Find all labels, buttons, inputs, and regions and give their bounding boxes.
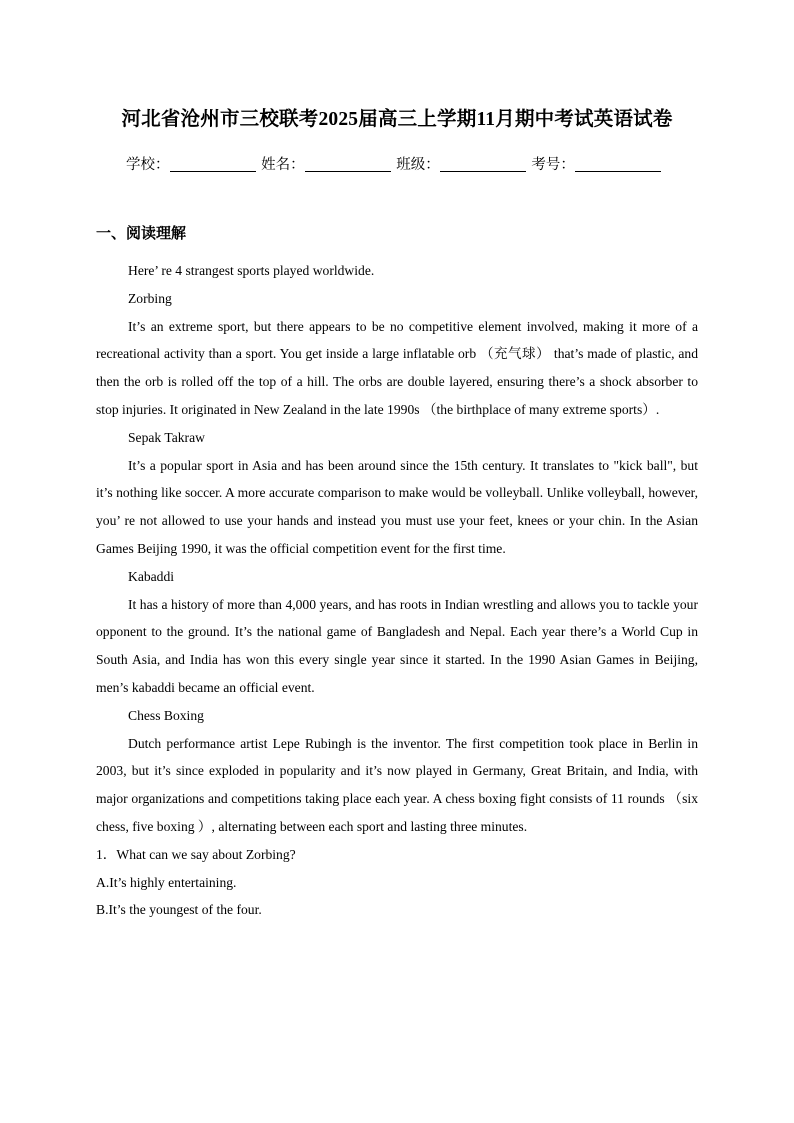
name-blank[interactable]	[305, 157, 391, 172]
school-label: 学校：	[126, 157, 170, 173]
item-paragraph: It’s a popular sport in Asia and has been around since the 15th century. It translates to "kick ball", but it’s nothing like soccer. A more accurate comparison to make would be volleyball. Unlike volleyball, however, you’ re not allowed to use your hands and instead you must use your feet, knees or your chin. In the Asian Games Beijing 1990, it was the official competition event for the first time.	[96, 457, 698, 556]
item-paragraph: It has a history of more than 4,000 years, and has roots in Indian wrestling and allows you to tackle your opponent to the ground. It’s the national game of Bangladesh and Nepal. Each year there’s a World Cup in South Asia, and India has won this every single year since it started. In the 1990 Asian Games in Beijing, men’s kabaddi became an official event.	[96, 596, 698, 695]
school-blank[interactable]	[170, 157, 256, 172]
item-heading: Chess Boxing	[128, 707, 204, 723]
name-label: 姓名：	[261, 157, 305, 173]
question-option-a[interactable]: A.It’s highly entertaining.	[96, 874, 237, 890]
item-heading: Sepak Takraw	[128, 429, 205, 445]
section-title: 一、阅读理解	[96, 226, 187, 242]
passage-intro: Here’ re 4 strangest sports played worldwide.	[128, 263, 375, 278]
question-option-b[interactable]: B.It’s the youngest of the four.	[96, 902, 262, 918]
question-stem: 1．What can we say about Zorbing?	[96, 846, 296, 862]
item-heading: Kabaddi	[128, 568, 175, 584]
exam-number-label: 考号：	[531, 157, 575, 173]
class-label: 班级：	[396, 157, 440, 173]
reading-passage	[96, 257, 698, 924]
exam-number-blank[interactable]	[575, 157, 661, 172]
item-paragraph: It’s an extreme sport, but there appears to be no competitive element involved, making it more of a recreational activity than a sport. You get inside a large inflatable orb （充气球） that’s made of plastic, and then the orb is rolled off the top of a hill. The orbs are double layered, ensuring there’s a shock absorber to stop injuries. It originated in New Zealand in the late 1990s （the birthplace of many extreme sports）.	[96, 318, 698, 417]
student-info-row	[126, 153, 663, 174]
item-paragraph: Dutch performance artist Lepe Rubingh is the inventor. The first competition took place in Berlin in 2003, but it’s since exploded in popularity and it’s now played in Germany, Great Britain, and India, with major organizations and competitions taking place each year. A chess boxing fight consists of 11 rounds （six chess, five boxing ）, alternating between each sport and lasting three minutes.	[96, 735, 698, 834]
page-title: 河北省沧州市三校联考2025届高三上学期11月期中考试英语试卷	[121, 109, 673, 130]
class-blank[interactable]	[440, 157, 526, 172]
item-heading: Zorbing	[128, 290, 172, 306]
